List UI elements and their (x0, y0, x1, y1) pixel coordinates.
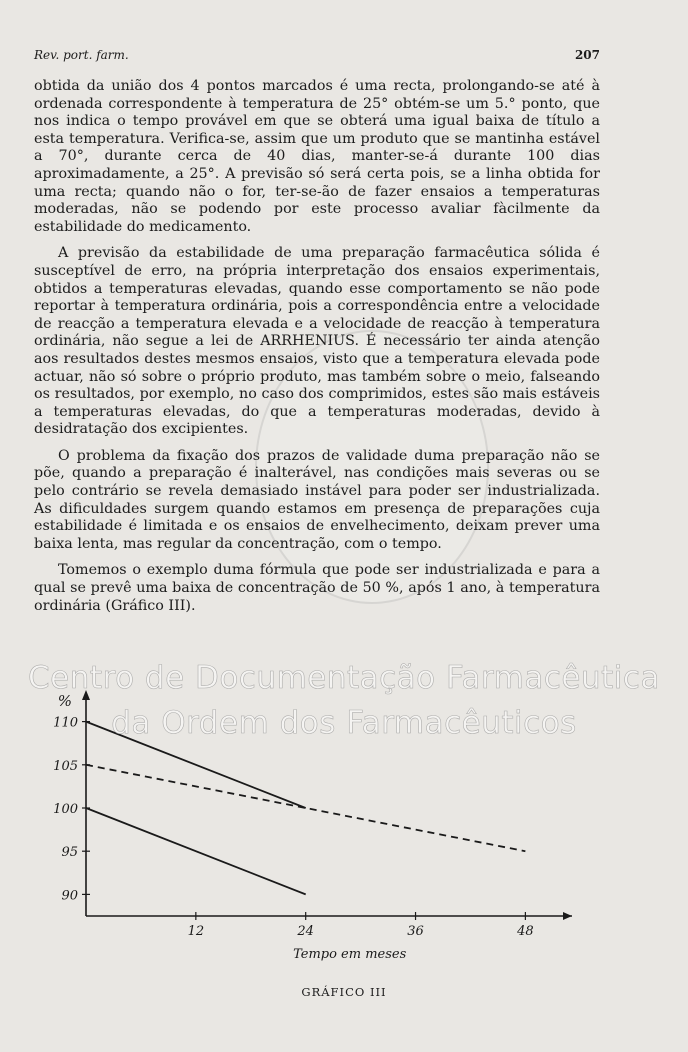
page-header (34, 48, 600, 62)
y-tick-label: 105 (53, 758, 78, 774)
x-tick-label: 24 (297, 924, 314, 939)
watermark-line-1: Centro de Documentação Farmacêutica (28, 660, 660, 696)
series-line-middle (86, 808, 306, 894)
x-tick-label: 12 (187, 924, 205, 939)
y-tick-label: 100 (53, 802, 78, 817)
y-tick-label: 90 (61, 888, 78, 904)
paragraph: A previsão da estabilidade de uma preparação farmacêutica sólida é susceptível de erro, na própria interpretação dos ensaios experimentais, obtidos a temperaturas elevadas, quando esse comportamento se não pode reportar à temperatura ordinária, pois a correspondência entre a velocidade de reacção a temperatura elevada e a velocidade de reacção à temperatura ordinária, não segue a lei de ARRHENIUS. É necessário ter ainda atenção aos resultados destes mesmos ensaios, visto que a temperatura elevada pode actuar, não só sobre o próprio produto, mas também sobre o meio, falseando os resultados, por exemplo, no caso dos comprimidos, estes são mais estáveis a temperaturas elevadas, do que a temperaturas moderadas, devido à desidratação dos excipientes. (34, 245, 600, 438)
paragraph: obtida da união dos 4 pontos marcados é uma recta, prolongando-se até à ordenada correspondente à temperatura de 25° obtém-se um 5.° ponto, que nos indica o tempo provável em que se obterá uma igual baixa de título a esta temperatura. Verifica-se, assim que um produto que se mantinha estável a 70°, durante cerca de 40 dias, manter-se-á durante 100 dias aproximadamente, a 25°. A previsão só será certa pois, se a linha obtida for uma recta; quando não o for, ter-se-ão de fazer ensaios a temperaturas moderadas, não se podendo por este processo avaliar fàcilmente da estabilidade do medicamento. (34, 78, 600, 235)
paragraph: Tomemos o exemplo duma fórmula que pode ser industrializada e para a qual se prevê uma baixa de concentração de 50 %, após 1 ano, à temperatura ordinária (Gráfico III). (34, 562, 600, 614)
journal-title: Rev. port. farm. (34, 48, 129, 62)
x-tick-label: 48 (517, 924, 534, 939)
figure-caption: GRÁFICO III (301, 985, 387, 999)
x-axis-label: Tempo em meses (293, 947, 407, 962)
article-body (34, 78, 600, 624)
y-tick-label: 110 (53, 715, 78, 731)
y-axis-label: % (57, 692, 72, 710)
paragraph: O problema da fixação dos prazos de validade duma preparação não se põe, quando a preparação é inalterável, nas condições mais severas ou se pelo contrário se revela demasiado instável para poder ser industrializada. As dificuldades surgem quando estamos em presença de preparações cuja estabilidade é limitada e os ensaios de envelhecimento, deixam prever uma baixa lenta, mas regular da concentração, com o tempo. (34, 447, 600, 552)
x-tick-label: 36 (407, 924, 424, 939)
x-axis-arrow (563, 912, 572, 920)
y-tick-label: 95 (61, 845, 78, 861)
watermark-line-2: da Ordem dos Farmacêuticos (111, 705, 577, 741)
page-number: 207 (574, 48, 600, 62)
